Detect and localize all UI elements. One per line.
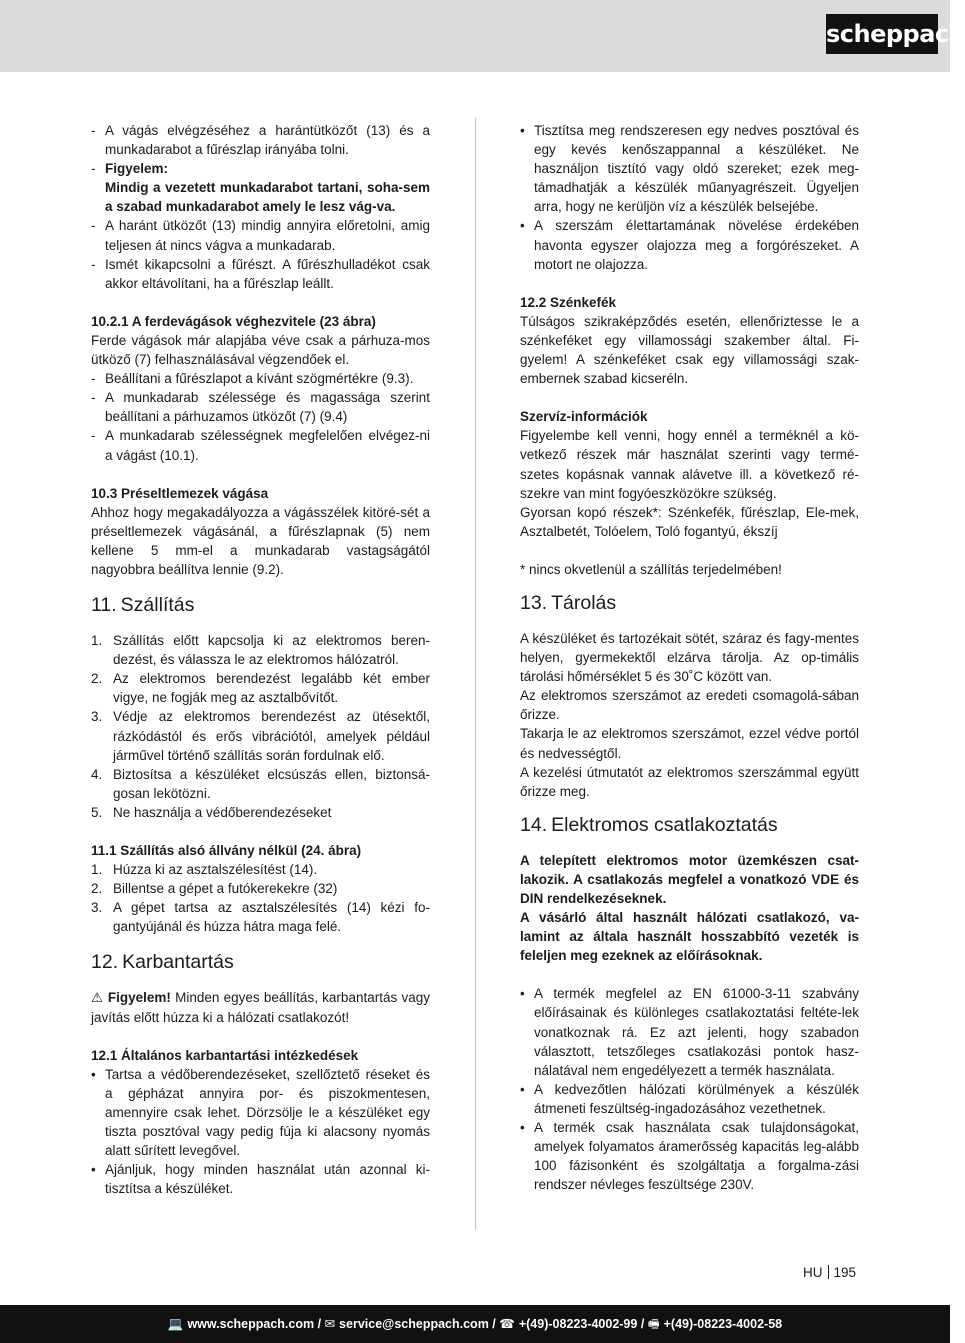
warning-text: Mindig a vezetett munkadarabot tartani, soha-sem a szabad munkadarabot amely le lesz vág-va. bbox=[105, 180, 430, 215]
chapter-heading: 11. Szállítás bbox=[91, 594, 195, 617]
section-heading: 10.3 Préseltlemezek vágása bbox=[91, 485, 269, 501]
paragraph: Ahhoz hogy megakadályozza a vágásszélek kitöré-sét a préseltlemezek vágásánál, a fűrészlapnak (5) nem kellene 5 mm-el a munkadarab vastagságától nagyobbra beállítva lennie (9.2). bbox=[91, 504, 430, 577]
email-link[interactable]: service@scheppach.com bbox=[339, 1317, 489, 1331]
left-column bbox=[91, 121, 430, 1198]
list-item: - A vágás elvégzéséhez a harántütközőt (13) és a munkadarabot a fűrészlap irányába tolni. bbox=[91, 123, 430, 158]
paragraph: Az elektromos szerszámot az eredeti csomagolá-sában őrizze. bbox=[520, 688, 859, 723]
warning-label: Figyelem: bbox=[105, 161, 169, 177]
paragraph: Gyorsan kopó részek*: Szénkefék, fűrészlap, Ele-mek, Asztalbetét, Tolóelem, Toló fogantyú, ékszíj bbox=[520, 504, 859, 539]
page-number: HU 195 bbox=[803, 1265, 857, 1280]
list-item: • Ajánljuk, hogy minden használat után azonnal ki-tisztítsa a készüléket. bbox=[91, 1162, 430, 1197]
fax-icon: 🖷 bbox=[647, 1317, 660, 1331]
page-header bbox=[0, 0, 965, 72]
list-item: 2. Az elektromos berendezést legalább két ember vigye, ne fogják meg az asztalbővítőt. bbox=[91, 671, 430, 706]
list-item: • A szerszám élettartamának növelése érdekében havonta egyszer olajozza meg a forgórészeket. A motort ne olajozza. bbox=[520, 218, 859, 272]
page-footer: 💻 www.scheppach.com / ✉ service@scheppach.com / ☎ +(49)-08223-4002-99 / 🖷 +(49)-08223-4002-58 bbox=[0, 1305, 950, 1343]
paragraph: A kezelési útmutatót az elektromos szerszámmal együtt őrizze meg. bbox=[520, 764, 859, 799]
chapter-heading: 12. Karbantartás bbox=[91, 951, 234, 974]
list-item: 4. Biztosítsa a készüléket elcsúszás ellen, biztonsá-gosan lekötözni. bbox=[91, 766, 430, 801]
list-item: 3. Védje az elektromos berendezést az ütésektől, rázkódástól és erős vibrációtól, amelyek például járművel történő szállítás során fordulnak elő. bbox=[91, 709, 430, 763]
paragraph: A készüléket és tartozékait sötét, száraz és fagy-mentes helyen, gyermekektől elzárva tárolja. Az op-timális tárolási hőmérséklet 5 és 30˚C között van. bbox=[520, 630, 859, 685]
list-item: - Figyelem: Mindig a vezetett munkadarabot tartani, soha-sem a szabad munkadarabot amely le lesz vág-va. bbox=[91, 161, 430, 215]
list-item: • Tartsa a védőberendezéseket, szellőztető réseket és a gépházat annyira por- és piszokmentesen, amennyire csak lehet. Dörzsölje le a készüléket egy tiszta posztóval vagy pedig fúja ki alacsony nyomás alatt sűrített levegővel. bbox=[91, 1066, 430, 1159]
fax-number: +(49)-08223-4002-58 bbox=[663, 1317, 783, 1331]
column-divider bbox=[475, 118, 476, 1230]
list-item: 3. A gépet tartsa az asztalszélesítés (14) kézi fo-gantyújánál és húzza hátra maga felé. bbox=[91, 900, 430, 935]
section-heading: 11.1 Szállítás alsó állvány nélkül (24. ábra) bbox=[91, 843, 362, 858]
section-heading: 12.2 Szénkefék bbox=[520, 294, 617, 310]
list-item: 2. Billentse a gépet a futókerekekre (32) bbox=[91, 881, 338, 897]
phone-number: +(49)-08223-4002-99 bbox=[518, 1317, 638, 1331]
warning-icon: ⚠ bbox=[91, 990, 104, 1006]
list-item: 1. Szállítás előtt kapcsolja ki az elektromos beren-dezést, és válassza le az elektromos hálózatról. bbox=[91, 633, 430, 668]
list-item: 1. Húzza ki az asztalszélesítést (14). bbox=[91, 862, 318, 878]
footnote: * nincs okvetlenül a szállítás terjedelmében! bbox=[520, 561, 782, 577]
phone-icon: ☎ bbox=[499, 1317, 515, 1331]
paragraph: A telepített elektromos motor üzemkészen csat-lakozik. A csatlakozás megfelel a vonatkozó VDE és DIN rendelkezéseknek. bbox=[520, 852, 859, 906]
chapter-heading: 13. Tárolás bbox=[520, 591, 617, 614]
section-heading: 12.1 Általános karbantartási intézkedések bbox=[91, 1047, 359, 1063]
chapter-heading: 14. Elektromos csatlakoztatás bbox=[520, 813, 778, 836]
website-link[interactable]: www.scheppach.com bbox=[187, 1317, 315, 1331]
paragraph: Túlságos szikraképződés esetén, ellenőriztesse le a szénkeféket egy villamossági szakember által. Fi-gyelem! A szénkeféket csak egy villamossági szak-embernek szabad kicseréln. bbox=[520, 313, 859, 387]
list-item: • A termék csak használata csak tulajdonságokat, amelyek folyamatos áramerősség kapacitás leg-alább 100 fázisonként és szolgáltatja a forgalma-zási rendszer névleges feszültsége 230V. bbox=[520, 1120, 859, 1193]
scheppach-logo: scheppach bbox=[826, 14, 938, 54]
paragraph: Takarja le az elektromos szerszámot, ezzel védve portól és nedvességtől. bbox=[520, 726, 859, 761]
list-item: • A kedvezőtlen hálózati körülmények a készülék átmeneti feszültség-ingadozásához vezethetnek. bbox=[520, 1081, 859, 1116]
list-item: • Tisztítsa meg rendszeresen egy nedves posztóval és egy kevés kenőszappannal a készüléket. Ne használjon tisztító vagy oldó szereket; ezek meg-támadhatják a készülék műanyagrészeit. Ügyeljen arra, hogy ne kerüljön víz a készülék belsejébe. bbox=[520, 123, 859, 215]
right-column bbox=[520, 121, 859, 1194]
computer-icon: 💻 bbox=[167, 1317, 184, 1331]
paragraph: Ferde vágások már alapjába véve csak a párhuza-mos ütköző (7) felhasználásával végzendőek el. bbox=[91, 332, 430, 368]
list-item: 5. Ne használja a védőberendezéseket bbox=[91, 804, 332, 820]
list-item: - A munkadarab szélességnek megfelelően elvégez-ni a vágást (10.1). bbox=[91, 428, 430, 463]
paragraph: A vásárló által használt hálózati csatlakozó, va-lamint az általa használt hosszabbító vezeték is feleljen meg ezeknek az előírásoknak. bbox=[520, 910, 859, 964]
warning-paragraph: ⚠ Figyelem! Minden egyes beállítás, karbantartás vagy javítás előtt húzza ki a hálózati csatlakozót! bbox=[91, 990, 430, 1025]
paragraph: Figyelembe kell venni, hogy ennél a terméknél a kö-vetkező részek már használat szerinti vagy termé-szetes kopásnak vannak alávetve ill. a következő ré-szekre van mint fogyóeszközökre szükség. bbox=[520, 428, 859, 501]
section-heading: 10.2.1 A ferdevágások véghezvitele (23 ábra) bbox=[91, 313, 376, 329]
list-item: - Beállítani a fűrészlapot a kívánt szögmértékre (9.3). bbox=[91, 371, 414, 387]
list-item: - A munkadarab szélessége és magassága szerint beállítani a párhuzamos ütközőt (7) (9.4) bbox=[91, 390, 430, 425]
section-heading: Szervíz-információk bbox=[520, 409, 648, 425]
list-item: - Ismét kikapcsolni a fűrészt. A fűrészhulladékot csak akkor eltávolítani, ha a fűrészlap leállt. bbox=[91, 256, 430, 291]
list-item: • A termék megfelel az EN 61000-3-11 szabvány előírásainak és különleges csatlakoztatási feltéte-lek vonatkoznak rá. Ez azt jelenti, hogy szabadon választott, tetszőleges csatlakozási pontok hasz-nálatával nem engedélyezett a termék használata. bbox=[520, 986, 859, 1078]
mail-icon: ✉ bbox=[324, 1317, 336, 1331]
list-item: - A haránt ütközőt (13) mindig annyira előretolni, amig teljesen át nincs vágva a munkadarab. bbox=[91, 218, 430, 253]
